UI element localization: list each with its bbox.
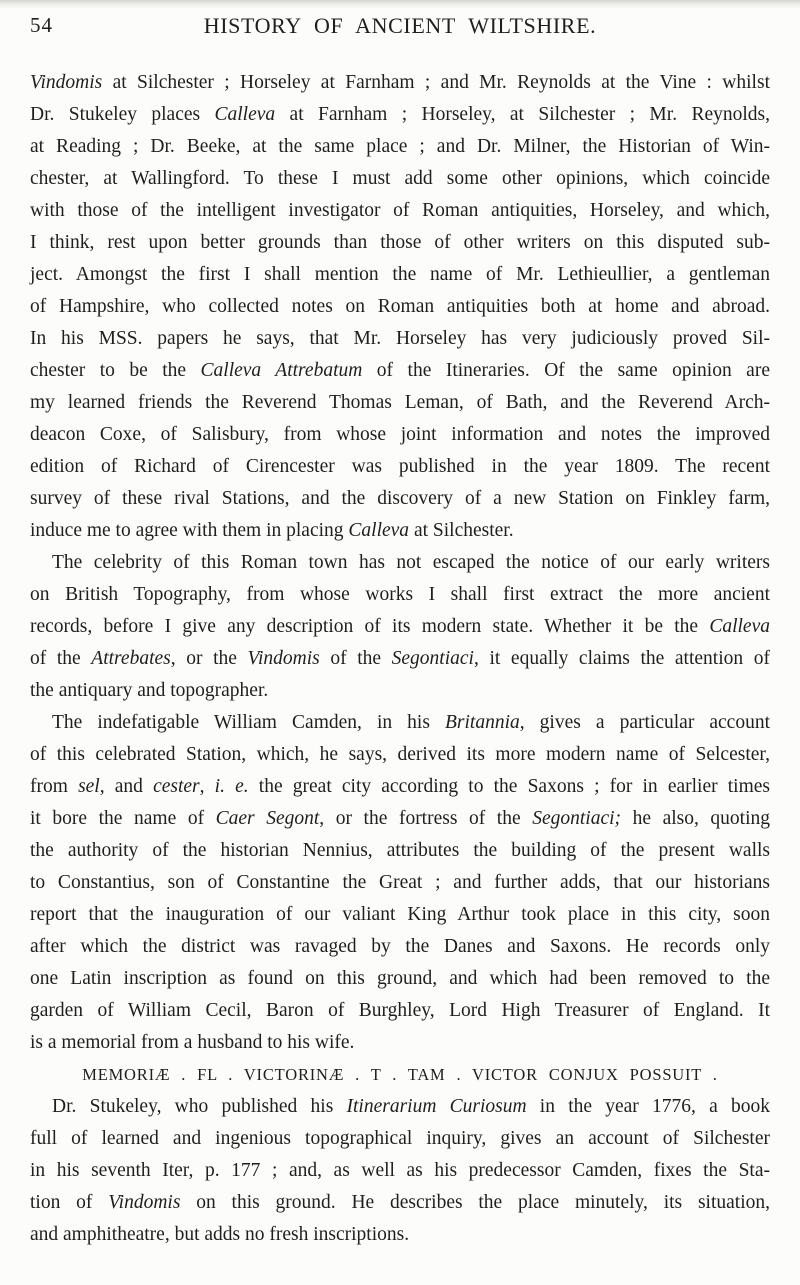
body-text: of the: [30, 648, 92, 669]
body-text: with those of the intelligent investigator of Roman antiquities, Horseley, and which,: [30, 200, 770, 221]
page-header: [0, 0, 800, 40]
body-text: of this celebrated Station, which, he says, derived its more modern name of Selcester,: [30, 744, 770, 765]
text-line: [30, 259, 770, 291]
text-line: [30, 579, 770, 611]
paragraph: [30, 67, 770, 547]
body-text: Dr. Stukeley places: [30, 104, 215, 125]
text-line: [30, 1187, 770, 1219]
italic-text: Caer Segont: [215, 808, 320, 829]
body-text: he also, quoting: [621, 808, 771, 829]
text-line: [30, 675, 770, 707]
text-line: [30, 195, 770, 227]
text-line: [30, 99, 770, 131]
text-line: [30, 355, 770, 387]
italic-text: Calleva: [348, 520, 410, 541]
body-text: the authority of the historian Nennius, attributes the building of the present walls: [30, 840, 770, 861]
italic-text: Calleva: [214, 104, 276, 125]
body-text: full of learned and ingenious topographical inquiry, gives an account of Silchester: [30, 1128, 770, 1149]
text-line: [30, 515, 770, 547]
text-line: [30, 1155, 770, 1187]
italic-text: Itinerarium Curiosum: [346, 1096, 527, 1117]
body-text: garden of William Cecil, Baron of Burghley, Lord High Treasurer of England. It: [30, 1000, 770, 1021]
body-text: , or the fortress of the: [319, 808, 533, 829]
body-text: Dr. Stukeley, who published his: [52, 1096, 347, 1117]
body-text: on this ground. He describes the place minutely, its situation,: [180, 1192, 770, 1213]
italic-text: Britannia: [444, 712, 520, 733]
body-text: at Reading ; Dr. Beeke, at the same place ; and Dr. Milner, the Historian of Win-: [30, 136, 770, 157]
body-text: , and: [99, 776, 154, 797]
body-text: to Constantius, son of Constantine the Great ; and further adds, that our historians: [30, 872, 770, 893]
body-text: deacon Coxe, of Salisbury, from whose joint information and notes the improved: [30, 424, 770, 445]
italic-text: cester: [153, 776, 200, 797]
text-line: [30, 611, 770, 643]
text-line: [30, 771, 770, 803]
text-line: [30, 899, 770, 931]
body-text: induce me to agree with them in placing: [30, 520, 349, 541]
italic-text: Vindomis: [108, 1192, 181, 1213]
paragraph: [30, 547, 770, 707]
body-text: of the: [319, 648, 392, 669]
body-text: at Silchester.: [409, 520, 514, 541]
text-line: [30, 643, 770, 675]
italic-text: Segontiaci;: [532, 808, 622, 829]
body-text: tion of: [30, 1192, 109, 1213]
page-number: 54: [30, 13, 53, 37]
text-line: [30, 739, 770, 771]
text-line: [30, 963, 770, 995]
text-block: [30, 67, 770, 1251]
text-line: [30, 227, 770, 259]
body-text: , gives a particular account: [519, 712, 770, 733]
text-line: [30, 131, 770, 163]
body-text: edition of Richard of Cirencester was published in the year 1809. The recent: [30, 456, 770, 477]
text-line: [30, 1027, 770, 1059]
text-line: [30, 1123, 770, 1155]
body-text: chester to be the: [30, 360, 201, 381]
body-text: and amphitheatre, but adds no fresh inscriptions.: [30, 1224, 410, 1245]
body-text: , it equally claims the attention of: [473, 648, 770, 669]
text-line: [30, 451, 770, 483]
text-line: [30, 995, 770, 1027]
italic-text: Attrebates: [91, 648, 171, 669]
body-text: of Hampshire, who collected notes on Roman antiquities both at home and abroad.: [30, 296, 770, 317]
text-line: [30, 163, 770, 195]
body-text: records, before I give any description of its modern state. Whether it be the: [30, 616, 710, 637]
body-text: on British Topography, from whose works I shall first extract the more ancient: [30, 584, 770, 605]
text-line: [30, 707, 770, 739]
paragraph: [30, 1091, 770, 1251]
body-text: survey of these rival Stations, and the discovery of a new Station on Finkley farm,: [30, 488, 770, 509]
body-text: ject. Amongst the first I shall mention the name of Mr. Lethieullier, a gentleman: [30, 264, 770, 285]
body-text: The indefatigable William Camden, in his: [52, 712, 445, 733]
text-line: [30, 547, 770, 579]
text-line: [30, 483, 770, 515]
body-text: ,: [199, 776, 215, 797]
body-text: , or the: [170, 648, 248, 669]
italic-text: Calleva Attrebatum: [200, 360, 363, 381]
body-text: from: [30, 776, 79, 797]
text-line: [30, 387, 770, 419]
body-text: In his MSS. papers he says, that Mr. Horseley has very judiciously proved Sil-: [30, 328, 770, 349]
italic-text: Vindomis: [247, 648, 320, 669]
italic-text: Vindomis: [30, 72, 103, 93]
italic-text: Segontiaci: [391, 648, 474, 669]
latin-inscription: MEMORIÆ . FL . VICTORINÆ . T . TAM . VICTOR CONJUX POSSUIT .: [82, 1065, 718, 1084]
text-line: [30, 67, 770, 99]
italic-text: sel: [78, 776, 100, 797]
running-title: HISTORY OF ANCIENT WILTSHIRE.: [203, 13, 597, 38]
body-text: The celebrity of this Roman town has not escaped the notice of our early writers: [52, 552, 770, 573]
body-text: at Farnham ; Horseley, at Silchester ; Mr. Reynolds,: [275, 104, 770, 125]
body-text: report that the inauguration of our valiant King Arthur took place in this city, soon: [30, 904, 770, 925]
body-text: the great city according to the Saxons ; for in earlier times: [248, 776, 771, 797]
paragraph: [30, 707, 770, 1059]
italic-text: Calleva: [709, 616, 770, 637]
text-line: [30, 419, 770, 451]
text-line: [30, 323, 770, 355]
body-text: I think, rest upon better grounds than those of other writers on this disputed sub-: [30, 232, 770, 253]
body-text: of the Itineraries. Of the same opinion are: [362, 360, 770, 381]
body-text: one Latin inscription as found on this ground, and which had been removed to the: [30, 968, 770, 989]
italic-text: i. e.: [214, 776, 249, 797]
text-line: [30, 835, 770, 867]
body-text: after which the district was ravaged by the Danes and Saxons. He records only: [30, 936, 770, 957]
body-text: it bore the name of: [30, 808, 216, 829]
text-line: [30, 867, 770, 899]
body-text: at Silchester ; Horseley at Farnham ; and Mr. Reynolds at the Vine : whilst: [102, 72, 770, 93]
body-text: in the year 1776, a book: [526, 1096, 770, 1117]
body-text: my learned friends the Reverend Thomas Leman, of Bath, and the Reverend Arch-: [30, 392, 770, 413]
text-line: [30, 1219, 770, 1251]
text-line: [30, 291, 770, 323]
body-text: chester, at Wallingford. To these I must add some other opinions, which coincide: [30, 168, 770, 189]
body-text: the antiquary and topographer.: [30, 680, 269, 701]
text-line: [30, 1091, 770, 1123]
text-line: [30, 803, 770, 835]
text-line: [30, 931, 770, 963]
body-text: in his seventh Iter, p. 177 ; and, as well as his predecessor Camden, fixes the Sta-: [30, 1160, 770, 1181]
body-text: is a memorial from a husband to his wife.: [30, 1032, 355, 1053]
